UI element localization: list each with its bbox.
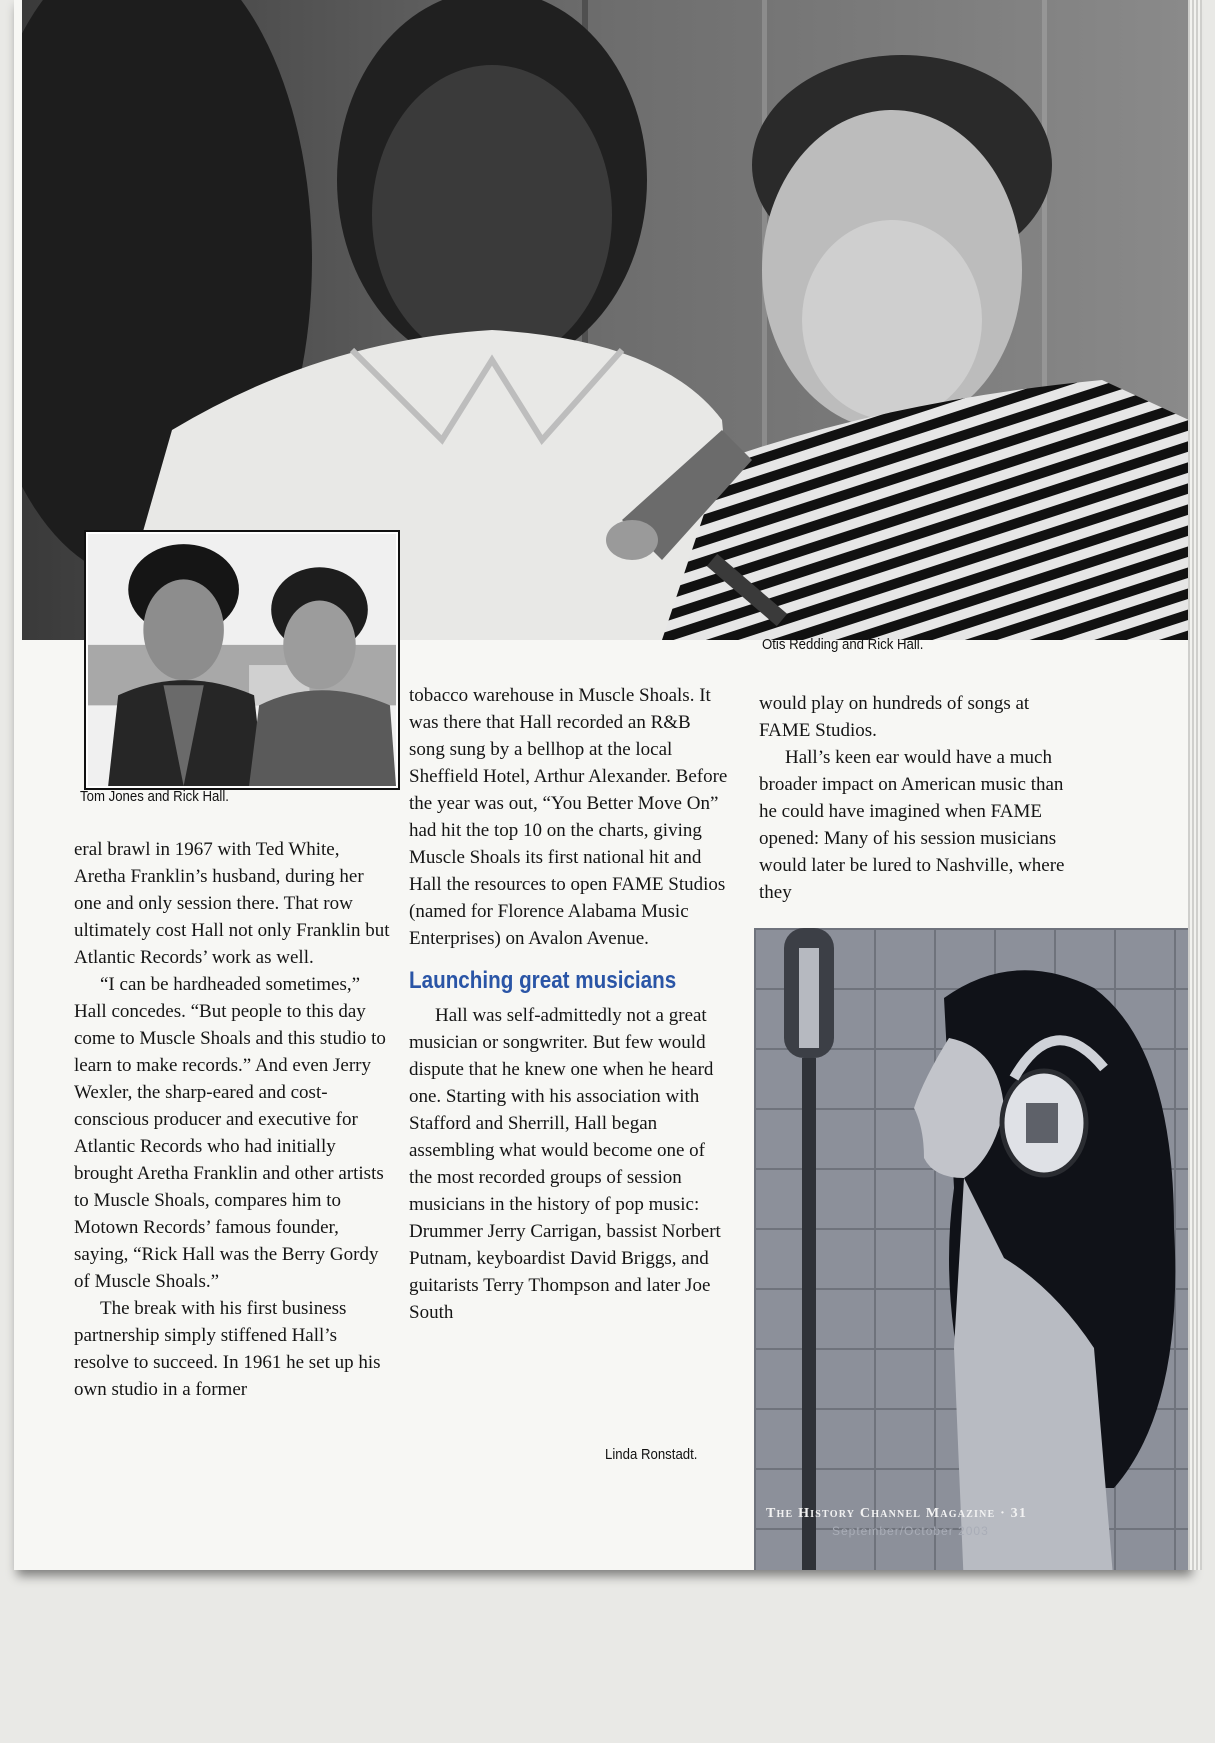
magazine-page bbox=[14, 0, 1189, 1570]
left-paragraph-2: “I can be hardheaded sometimes,” Hall concedes. “But people to this day come to Muscle Shoals and this studio to learn to make records.” And even Jerry Wexler, the sharp-eared and cost-conscious producer and executive for Atlantic Records who had initially brought Aretha Franklin and other artists to Muscle Shoals, compares him to Motown Records’ famous founder, saying, “Rick Hall was the Berry Gordy of Muscle Shoals.” bbox=[74, 974, 386, 1292]
inset-caption: Tom Jones and Rick Hall. bbox=[80, 788, 229, 805]
article-column-right bbox=[759, 690, 1075, 906]
inset-photo-image bbox=[88, 534, 396, 786]
inset-photo bbox=[84, 530, 400, 790]
left-paragraph-1: eral brawl in 1967 with Ted White, Aretha Franklin’s husband, during her one and only session there. That row ultimately cost Hall not only Franklin but Atlantic Records’ work as well. bbox=[74, 839, 390, 968]
linda-caption: Linda Ronstadt. bbox=[605, 1446, 698, 1463]
left-paragraph-3: The break with his first business partnership simply stiffened Hall’s resolve to succeed. In 1961 he set up his own studio in a former bbox=[74, 1298, 381, 1400]
middle-paragraph-2: Hall was self-admittedly not a great musician or songwriter. But few would dispute that he knew one when he heard one. Starting with his association with Stafford and Sherrill, Hall began assembling what would become one of the most recorded groups of session musicians in the history of pop music: Drummer Jerry Carrigan, bassist Norbert Putnam, keyboardist David Briggs, and guitarists Terry Thompson and later Joe South bbox=[409, 1005, 721, 1323]
page-edge bbox=[1188, 0, 1202, 1570]
linda-photo bbox=[754, 928, 1189, 1570]
issue-date: September/October 2003 bbox=[832, 1524, 989, 1538]
linda-photo-image bbox=[754, 928, 1189, 1570]
right-paragraph-1: would play on hundreds of songs at FAME Studios. bbox=[759, 693, 1030, 741]
middle-paragraph-1: tobacco warehouse in Muscle Shoals. It was there that Hall recorded an R&B song sung by a bellhop at the local Sheffield Hotel, Arthur Alexander. Before the year was out, “You Better Move On” had hit the top 10 on the charts, giving Muscle Shoals its first national hit and Hall the resources to open FAME Studios (named for Florence Alabama Music Enterprises) on Avalon Avenue. bbox=[409, 685, 728, 949]
article-column-middle bbox=[409, 682, 731, 1326]
hero-caption: Otis Redding and Rick Hall. bbox=[762, 636, 924, 653]
right-paragraph-2: Hall’s keen ear would have a much broader impact on American music than he could have imagined when FAME opened: Many of his session musicians would later be lured to Nashville, where they bbox=[759, 747, 1065, 903]
section-heading: Launching great musicians bbox=[409, 967, 677, 994]
article-column-left bbox=[74, 836, 394, 1403]
magazine-footer: The History Channel Magazine · 31 bbox=[766, 1506, 1028, 1521]
